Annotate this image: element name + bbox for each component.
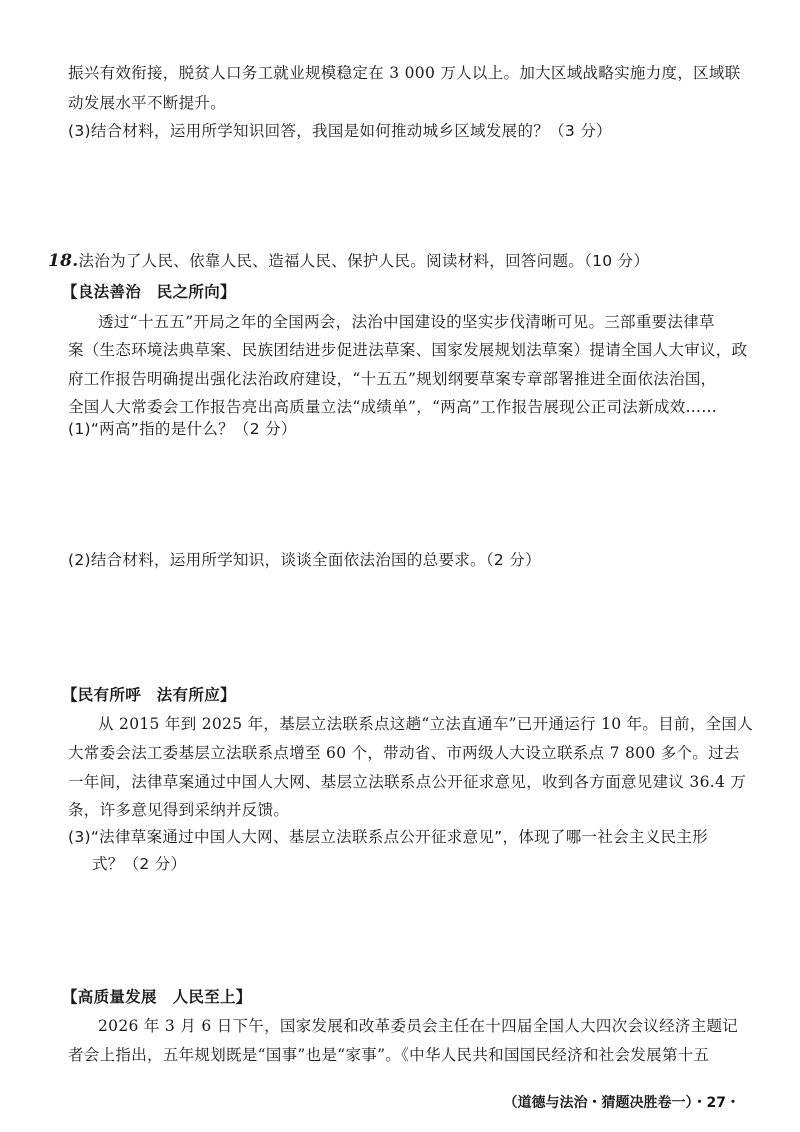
q18-stem: 法治为了人民、依靠人民、造福人民、保护人民。阅读材料，回答问题。（10 分） (78, 252, 650, 270)
section-heading: 【良法善治 民之所向】 (62, 283, 236, 301)
q18-sub2-question: (2)结合材料，运用所学知识，谈谈全面依法治国的总要求。（2 分） (68, 551, 541, 569)
section-heading: 【高质量发展 人民至上】 (62, 988, 252, 1006)
material-line: 从 2015 年到 2025 年，基层立法联系点这趟“立法直通车”已开通运行 10 年。目前，全国人 (98, 715, 754, 733)
q18-sub3-question: (3)“法律草案通过中国人大网、基层立法联系点公开征求意见”，体现了哪一社会主义民主形 (68, 828, 708, 846)
page-footer: （道德与法治・猜题决胜卷一）・27・ (503, 1095, 740, 1111)
q18-sub1-question: (1)“两高”指的是什么？（2 分） (68, 420, 297, 438)
material-line: 大常委会法工委基层立法联系点增至 60 个，带动省、市两级人大设立联系点 7 800 多个。过去 (68, 744, 740, 762)
material-line: 全国人大常委会工作报告亮出高质量立法“成绩单”，“两高”工作报告展现公正司法新成效…… (68, 398, 718, 416)
material-line: 动发展水平不断提升。 (68, 94, 227, 112)
material-line: 2026 年 3 月 6 日下午，国家发展和改革委员会主任在十四届全国人大四次会议经济主题记 (98, 1017, 739, 1035)
q17-sub3-question: (3)结合材料，运用所学知识回答，我国是如何推动城乡区域发展的？（3 分） (68, 122, 612, 140)
material-line: 案（生态环境法典草案、民族团结进步促进法草案、国家发展规划法草案）提请全国人大审议，政 (68, 341, 748, 359)
material-line: 府工作报告明确提出强化法治政府建设，“十五五”规划纲要草案专章部署推进全面依法治国， (68, 370, 717, 388)
material-line: 振兴有效衔接，脱贫人口务工就业规模稳定在 3 000 万人以上。加大区域战略实施力度，区域联 (68, 64, 741, 82)
material-line: 者会上指出，五年规划既是“国事”也是“家事”。《中华人民共和国国民经济和社会发展第十五 (68, 1046, 710, 1064)
q18-sub3-question-cont: 式？（2 分） (92, 855, 187, 873)
material-line: 透过“十五五”开局之年的全国两会，法治中国建设的坚实步伐清晰可见。三部重要法律草 (98, 313, 715, 331)
q18-stem-row (48, 250, 649, 272)
section-heading: 【民有所呼 法有所应】 (62, 686, 236, 704)
material-line: 一年间，法律草案通过中国人大网、基层立法联系点公开征求意见，收到各方面意见建议 36.4 万 (68, 773, 747, 791)
material-line: 条，许多意见得到采纳并反馈。 (68, 801, 290, 819)
q18-number: 18. (48, 251, 79, 271)
